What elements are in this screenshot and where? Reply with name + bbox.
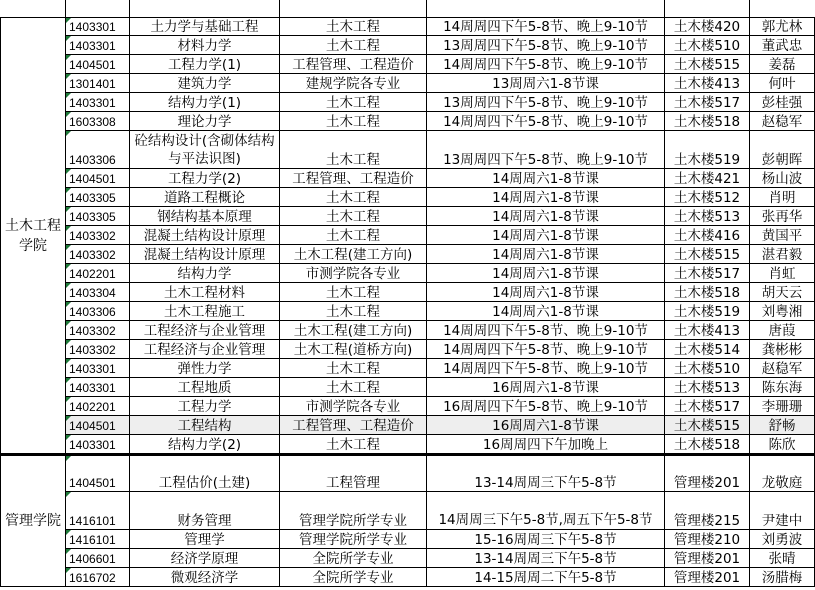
- cell-time[interactable]: 14周周四下午5-8节、晚上9-10节: [427, 18, 665, 36]
- text-number-warning-icon: [66, 188, 71, 193]
- text-number-warning-icon: [66, 340, 71, 345]
- department-cell[interactable]: 土木工程学院: [0, 18, 66, 454]
- cell-teacher[interactable]: 刘勇波: [750, 530, 815, 549]
- text-number-warning-icon: [66, 112, 71, 117]
- cell-major[interactable]: 市测学院各专业: [280, 397, 427, 416]
- cell-teacher[interactable]: 湛君毅: [750, 245, 815, 264]
- text-number-warning-icon: [66, 456, 71, 461]
- cell-teacher[interactable]: 李珊珊: [750, 397, 815, 416]
- cell-major[interactable]: 土木工程: [280, 188, 427, 207]
- cell-major[interactable]: 管理学院所学专业: [280, 492, 427, 530]
- cell-major[interactable]: 土木工程: [280, 435, 427, 454]
- cell-course[interactable]: 砼结构设计(含砌体结构与平法识图): [130, 131, 280, 169]
- cell-time[interactable]: 14周周六1-8节课: [427, 283, 665, 302]
- cell-time[interactable]: 14周周四下午5-8节、晚上9-10节: [427, 359, 665, 378]
- text-number-warning-icon: [66, 397, 71, 402]
- cell-time[interactable]: 14周周六1-8节课: [427, 226, 665, 245]
- cell-room[interactable]: 土木楼517: [665, 264, 750, 283]
- text-number-warning-icon: [66, 435, 71, 440]
- cell-major[interactable]: 土木工程(建工方向): [280, 245, 427, 264]
- cell-course[interactable]: 建筑力学: [130, 74, 280, 93]
- cell-teacher[interactable]: 赵稳军: [750, 112, 815, 131]
- text-number-warning-icon: [66, 283, 71, 288]
- cell-code[interactable]: 1403302: [66, 245, 130, 264]
- cell-course[interactable]: 微观经济学: [130, 568, 280, 587]
- cell-room[interactable]: 土木楼517: [665, 93, 750, 112]
- cell-code[interactable]: 1416101: [66, 492, 130, 530]
- cell-major[interactable]: 土木工程: [280, 131, 427, 169]
- text-number-warning-icon: [66, 568, 71, 573]
- cell-room[interactable]: 管理楼215: [665, 492, 750, 530]
- cell-teacher[interactable]: 彭朝晖: [750, 131, 815, 169]
- cell-teacher[interactable]: 肖明: [750, 188, 815, 207]
- cell-time[interactable]: 16周周六1-8节课: [427, 378, 665, 397]
- cell-code[interactable]: 1404501: [66, 169, 130, 188]
- cell-code[interactable]: 1404501: [66, 416, 130, 435]
- cell-major[interactable]: 工程管理、工程造价: [280, 169, 427, 188]
- text-number-warning-icon: [66, 55, 71, 60]
- cell-teacher[interactable]: 张晴: [750, 549, 815, 568]
- grid-column-line: [664, 0, 665, 18]
- grid-column-line: [749, 0, 750, 18]
- cell-room[interactable]: 土木楼519: [665, 302, 750, 321]
- cell-code[interactable]: 1616702: [66, 568, 130, 587]
- cell-course[interactable]: 结构力学: [130, 264, 280, 283]
- cell-time[interactable]: 14周周六1-8节课: [427, 245, 665, 264]
- cell-room[interactable]: 土木楼421: [665, 169, 750, 188]
- cell-code[interactable]: 1402201: [66, 264, 130, 283]
- cell-room[interactable]: 土木楼416: [665, 226, 750, 245]
- cell-teacher[interactable]: 姜磊: [750, 55, 815, 74]
- cell-major[interactable]: 全院所学专业: [280, 549, 427, 568]
- cell-time[interactable]: 13周周四下午5-8节、晚上9-10节: [427, 36, 665, 55]
- cell-time[interactable]: 14周周六1-8节课: [427, 264, 665, 283]
- cell-room[interactable]: 土木楼510: [665, 359, 750, 378]
- cell-code[interactable]: 1403301: [66, 18, 130, 36]
- cell-room[interactable]: 土木楼413: [665, 74, 750, 93]
- cell-code[interactable]: 1403301: [66, 359, 130, 378]
- cell-course[interactable]: 工程结构: [130, 416, 280, 435]
- cell-major[interactable]: 土木工程: [280, 112, 427, 131]
- cell-code[interactable]: 1603308: [66, 112, 130, 131]
- cell-course[interactable]: 管理学: [130, 530, 280, 549]
- cell-course[interactable]: 工程地质: [130, 378, 280, 397]
- cell-room[interactable]: 管理楼210: [665, 530, 750, 549]
- cell-room[interactable]: 土木楼518: [665, 112, 750, 131]
- cell-code[interactable]: 1403302: [66, 226, 130, 245]
- cell-teacher[interactable]: 龙敬庭: [750, 454, 815, 492]
- text-number-warning-icon: [66, 416, 71, 421]
- cell-major[interactable]: 全院所学专业: [280, 568, 427, 587]
- cell-teacher[interactable]: 张再华: [750, 207, 815, 226]
- text-number-warning-icon: [66, 207, 71, 212]
- grid-column-line: [129, 0, 130, 18]
- text-number-warning-icon: [66, 321, 71, 326]
- cell-time[interactable]: 13-14周周三下午5-8节: [427, 549, 665, 568]
- cell-teacher[interactable]: 龚彬彬: [750, 340, 815, 359]
- cell-room[interactable]: 土木楼510: [665, 36, 750, 55]
- cell-teacher[interactable]: 赵稳军: [750, 359, 815, 378]
- cell-room[interactable]: 土木楼518: [665, 435, 750, 454]
- cell-time[interactable]: 14周周六1-8节课: [427, 207, 665, 226]
- cell-major[interactable]: 管理学院所学专业: [280, 530, 427, 549]
- cell-room[interactable]: 土木楼513: [665, 378, 750, 397]
- cell-course[interactable]: 工程力学(2): [130, 169, 280, 188]
- cell-time[interactable]: 14周周四下午5-8节、晚上9-10节: [427, 112, 665, 131]
- cell-major[interactable]: 市测学院各专业: [280, 264, 427, 283]
- text-number-warning-icon: [66, 169, 71, 174]
- cell-code[interactable]: 1403306: [66, 131, 130, 169]
- cell-major[interactable]: 工程管理、工程造价: [280, 416, 427, 435]
- text-number-warning-icon: [66, 549, 71, 554]
- cell-code[interactable]: 1403305: [66, 207, 130, 226]
- cell-room[interactable]: 土木楼512: [665, 188, 750, 207]
- text-number-warning-icon: [66, 226, 71, 231]
- cell-time[interactable]: 16周周四下午5-8节、晚上9-10节: [427, 397, 665, 416]
- cell-teacher[interactable]: 何叶: [750, 74, 815, 93]
- text-number-warning-icon: [66, 18, 71, 23]
- cell-course[interactable]: 土力学与基础工程: [130, 18, 280, 36]
- cell-code[interactable]: 1403301: [66, 36, 130, 55]
- text-number-warning-icon: [66, 36, 71, 41]
- cell-course[interactable]: 弹性力学: [130, 359, 280, 378]
- cell-room[interactable]: 土木楼514: [665, 340, 750, 359]
- cell-major[interactable]: 土木工程: [280, 359, 427, 378]
- text-number-warning-icon: [66, 302, 71, 307]
- cell-code[interactable]: 1402201: [66, 397, 130, 416]
- cell-room[interactable]: 土木楼517: [665, 397, 750, 416]
- cell-time[interactable]: 14-15周周二下午5-8节: [427, 568, 665, 587]
- cell-code[interactable]: 1403302: [66, 321, 130, 340]
- cell-major[interactable]: 土木工程(建工方向): [280, 321, 427, 340]
- cell-code[interactable]: 1301401: [66, 74, 130, 93]
- cell-major[interactable]: 土木工程: [280, 36, 427, 55]
- cell-course[interactable]: 工程估价(土建): [130, 454, 280, 492]
- cell-code[interactable]: 1403301: [66, 435, 130, 454]
- cell-course[interactable]: 混凝土结构设计原理: [130, 226, 280, 245]
- cell-course[interactable]: 理论力学: [130, 112, 280, 131]
- cell-course[interactable]: 工程经济与企业管理: [130, 340, 280, 359]
- cell-major[interactable]: 土木工程: [280, 226, 427, 245]
- grid-column-line: [65, 0, 66, 18]
- text-number-warning-icon: [66, 359, 71, 364]
- cell-time[interactable]: 14周周四下午5-8节、晚上9-10节: [427, 340, 665, 359]
- cell-course[interactable]: 钢结构基本原理: [130, 207, 280, 226]
- cell-room[interactable]: 管理楼201: [665, 454, 750, 492]
- cell-teacher[interactable]: 陈欣: [750, 435, 815, 454]
- grid-column-line: [279, 0, 280, 18]
- cell-time[interactable]: 14周周四下午5-8节、晚上9-10节: [427, 55, 665, 74]
- grid-column-line: [426, 0, 427, 18]
- cell-major[interactable]: 土木工程: [280, 93, 427, 112]
- grid-top-border: [0, 17, 815, 18]
- cell-room[interactable]: 土木楼413: [665, 321, 750, 340]
- text-number-warning-icon: [66, 492, 71, 497]
- cell-major[interactable]: 土木工程: [280, 207, 427, 226]
- cell-major[interactable]: 土木工程: [280, 378, 427, 397]
- cell-code[interactable]: 1416101: [66, 530, 130, 549]
- cell-course[interactable]: 结构力学(2): [130, 435, 280, 454]
- cell-room[interactable]: 管理楼201: [665, 568, 750, 587]
- text-number-warning-icon: [66, 245, 71, 250]
- text-number-warning-icon: [66, 74, 71, 79]
- cell-code[interactable]: 1403301: [66, 93, 130, 112]
- text-number-warning-icon: [66, 93, 71, 98]
- cell-teacher[interactable]: 胡天云: [750, 283, 815, 302]
- cell-code[interactable]: 1403301: [66, 378, 130, 397]
- cell-major[interactable]: 工程管理: [280, 454, 427, 492]
- cell-teacher[interactable]: 杨山波: [750, 169, 815, 188]
- cell-code[interactable]: 1406601: [66, 549, 130, 568]
- text-number-warning-icon: [66, 264, 71, 269]
- cell-course[interactable]: 道路工程概论: [130, 188, 280, 207]
- cell-course[interactable]: 结构力学(1): [130, 93, 280, 112]
- cell-code[interactable]: 1403306: [66, 302, 130, 321]
- cell-teacher[interactable]: 彭桂强: [750, 93, 815, 112]
- text-number-warning-icon: [66, 530, 71, 535]
- cell-time[interactable]: 14周周六1-8节课: [427, 188, 665, 207]
- cell-time[interactable]: 13周周六1-8节课: [427, 74, 665, 93]
- cell-time[interactable]: 15-16周周三下午5-8节: [427, 530, 665, 549]
- cell-time[interactable]: 13周周四下午5-8节、晚上9-10节: [427, 93, 665, 112]
- cell-course[interactable]: 混凝土结构设计原理: [130, 245, 280, 264]
- cell-time[interactable]: 13-14周周三下午5-8节: [427, 454, 665, 492]
- cell-teacher[interactable]: 汤腊梅: [750, 568, 815, 587]
- cell-major[interactable]: 土木工程: [280, 283, 427, 302]
- cell-code[interactable]: 1403302: [66, 340, 130, 359]
- cell-major[interactable]: 建规学院各专业: [280, 74, 427, 93]
- cell-teacher[interactable]: 董武忠: [750, 36, 815, 55]
- text-number-warning-icon: [66, 131, 71, 136]
- cell-time[interactable]: 16周周四下午加晚上: [427, 435, 665, 454]
- cell-code[interactable]: 1404501: [66, 55, 130, 74]
- cell-time[interactable]: 14周周三下午5-8节,周五下午5-8节: [427, 492, 665, 530]
- cell-time[interactable]: 14周周六1-8节课: [427, 169, 665, 188]
- cell-room[interactable]: 土木楼515: [665, 245, 750, 264]
- cell-teacher[interactable]: 黄国平: [750, 226, 815, 245]
- cell-course[interactable]: 工程经济与企业管理: [130, 321, 280, 340]
- cell-course[interactable]: 财务管理: [130, 492, 280, 530]
- cell-course[interactable]: 土木工程施工: [130, 302, 280, 321]
- cell-room[interactable]: 土木楼420: [665, 18, 750, 36]
- cell-time[interactable]: 13周周四下午5-8节、晚上9-10节: [427, 131, 665, 169]
- cell-major[interactable]: 土木工程: [280, 18, 427, 36]
- cell-teacher[interactable]: 肖虹: [750, 264, 815, 283]
- cell-teacher[interactable]: 陈东海: [750, 378, 815, 397]
- cell-major[interactable]: 土木工程: [280, 302, 427, 321]
- cell-room[interactable]: 管理楼201: [665, 549, 750, 568]
- cell-major[interactable]: 土木工程(道桥方向): [280, 340, 427, 359]
- department-cell[interactable]: 管理学院: [0, 454, 66, 587]
- text-number-warning-icon: [66, 378, 71, 383]
- cell-time[interactable]: 14周周四下午5-8节、晚上9-10节: [427, 321, 665, 340]
- cell-teacher[interactable]: 舒畅: [750, 416, 815, 435]
- cell-room[interactable]: 土木楼513: [665, 207, 750, 226]
- cell-code[interactable]: 1403305: [66, 188, 130, 207]
- cell-teacher[interactable]: 唐葭: [750, 321, 815, 340]
- cell-code[interactable]: 1404501: [66, 454, 130, 492]
- cell-code[interactable]: 1403304: [66, 283, 130, 302]
- cell-time[interactable]: 16周周六1-8节课: [427, 416, 665, 435]
- cell-course[interactable]: 土木工程材料: [130, 283, 280, 302]
- cell-course[interactable]: 工程力学: [130, 397, 280, 416]
- cell-room[interactable]: 土木楼515: [665, 55, 750, 74]
- cell-room[interactable]: 土木楼515: [665, 416, 750, 435]
- cell-teacher[interactable]: 郭尤林: [750, 18, 815, 36]
- cell-course[interactable]: 工程力学(1): [130, 55, 280, 74]
- cell-time[interactable]: 14周周六1-8节课: [427, 302, 665, 321]
- cell-teacher[interactable]: 尹建中: [750, 492, 815, 530]
- cell-room[interactable]: 土木楼519: [665, 131, 750, 169]
- cell-teacher[interactable]: 刘粤湘: [750, 302, 815, 321]
- cell-major[interactable]: 工程管理、工程造价: [280, 55, 427, 74]
- cell-course[interactable]: 经济学原理: [130, 549, 280, 568]
- cell-course[interactable]: 材料力学: [130, 36, 280, 55]
- cell-room[interactable]: 土木楼518: [665, 283, 750, 302]
